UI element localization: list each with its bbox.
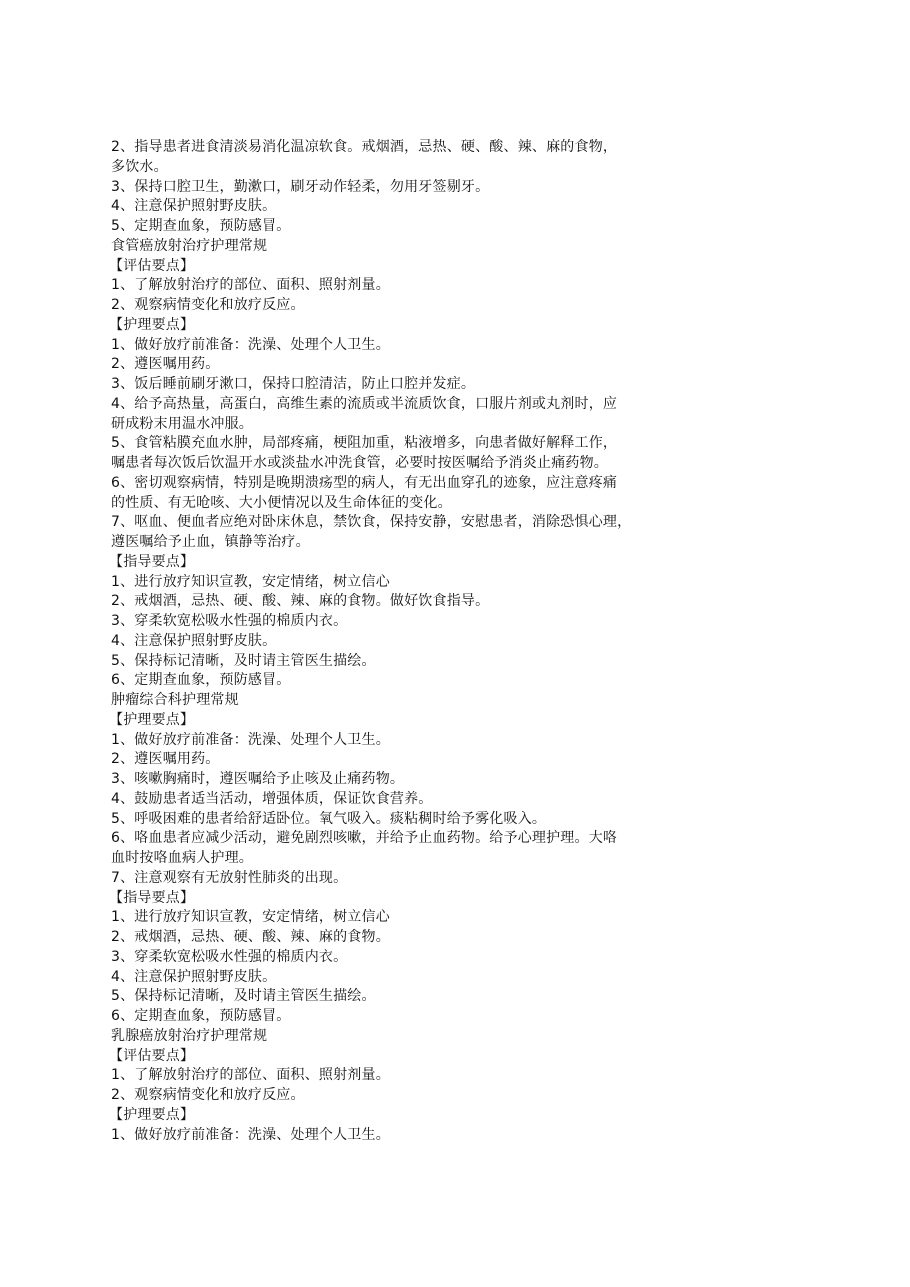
list-item-line: 5、食管粘膜充血水肿，局部疼痛，梗阻加重，粘液增多，向患者做好解释工作， (111, 435, 618, 452)
list-item-line: 1、进行放疗知识宣教，安定情绪，树立信心 (111, 909, 390, 926)
list-item-line: 4、鼓励患者适当活动，增强体质，保证饮食营养。 (111, 790, 433, 807)
document-body (111, 138, 711, 1145)
subsection-heading: 【护理要点】 (109, 1106, 195, 1123)
list-item-line: 的性质、有无呛咳、大小便情况以及生命体征的变化。 (111, 494, 452, 511)
list-item-line: 6、定期查血象，预防感冒。 (111, 1008, 291, 1024)
list-item-line: 血时按咯血病人护理。 (111, 850, 253, 866)
subsection-heading: 【指导要点】 (109, 553, 195, 570)
list-item-line: 6、密切观察病情，特别是晚期溃疡型的病人，有无出血穿孔的迹象，应注意疼痛 (111, 474, 618, 491)
list-item-line: 1、进行放疗知识宣教，安定情绪，树立信心 (111, 573, 390, 590)
section-title: 乳腺癌放射治疗护理常规 (111, 1027, 268, 1044)
list-item-line: 1、做好放疗前准备：洗澡、处理个人卫生。 (111, 336, 390, 353)
subsection-heading: 【评估要点】 (109, 1047, 195, 1064)
list-item-line: 4、注意保护照射野皮肤。 (111, 198, 277, 215)
subsection-heading: 【评估要点】 (109, 257, 195, 274)
list-item-line: 1、了解放射治疗的部位、面积、照射剂量。 (111, 277, 390, 294)
list-item-line: 1、做好放疗前准备：洗澡、处理个人卫生。 (111, 1126, 390, 1143)
list-item-line: 2、指导患者进食清淡易消化温凉软食。戒烟酒，忌热、硬、酸、辣、麻的食物， (111, 139, 618, 155)
list-item-line: 5、保持标记清晰，及时请主管医生描绘。 (111, 988, 376, 1005)
list-item-line: 多饮水。 (111, 158, 168, 175)
list-item-line: 5、定期查血象，预防感冒。 (111, 218, 291, 234)
list-item-line: 3、穿柔软宽松吸水性强的棉质内衣。 (111, 613, 348, 629)
list-item-line: 3、穿柔软宽松吸水性强的棉质内衣。 (111, 948, 348, 965)
list-item-line: 2、戒烟酒，忌热、硬、酸、辣、麻的食物。 (111, 929, 390, 945)
list-item-line: 4、注意保护照射野皮肤。 (111, 968, 277, 985)
list-item-line: 2、遵医嘱用药。 (111, 751, 220, 768)
list-item-line: 1、了解放射治疗的部位、面积、照射剂量。 (111, 1067, 390, 1084)
list-item-line: 3、咳嗽胸痛时，遵医嘱给予止咳及止痛药物。 (111, 771, 405, 787)
list-item-line: 1、做好放疗前准备：洗澡、处理个人卫生。 (111, 731, 390, 748)
list-item-line: 4、注意保护照射野皮肤。 (111, 632, 277, 649)
list-item-line: 7、注意观察有无放射性肺炎的出现。 (111, 869, 348, 886)
subsection-heading: 【护理要点】 (109, 316, 195, 333)
section-title: 食管癌放射治疗护理常规 (111, 237, 268, 254)
section-title: 肿瘤综合科护理常规 (111, 692, 239, 708)
subsection-heading: 【指导要点】 (109, 889, 195, 906)
list-item-line: 5、保持标记清晰，及时请主管医生描绘。 (111, 652, 376, 669)
list-item-line: 2、遵医嘱用药。 (111, 356, 220, 373)
list-item-line: 7、呕血、便血者应绝对卧床休息，禁饮食，保持安静，安慰患者，消除恐惧心理， (111, 514, 632, 531)
list-item-line: 嘱患者每次饭后饮温开水或淡盐水冲洗食管，必要时按医嘱给予消炎止痛药物。 (111, 455, 608, 471)
list-item-line: 5、呼吸困难的患者给舒适卧位。氧气吸入。痰粘稠时给予雾化吸入。 (111, 810, 547, 827)
list-item-line: 2、观察病情变化和放疗反应。 (111, 297, 305, 313)
list-item-line: 4、给予高热量，高蛋白，高维生素的流质或半流质饮食，口服片剂或丸剂时，应 (111, 395, 618, 412)
list-item-line: 2、戒烟酒，忌热、硬、酸、辣、麻的食物。做好饮食指导。 (111, 593, 490, 610)
subsection-heading: 【护理要点】 (109, 711, 195, 728)
list-item-line: 2、观察病情变化和放疗反应。 (111, 1087, 305, 1103)
list-item-line: 遵医嘱给予止血，镇静等治疗。 (111, 534, 310, 550)
list-item-line: 研成粉末用温水冲服。 (111, 415, 253, 432)
list-item-line: 6、咯血患者应减少活动，避免剧烈咳嗽，并给予止血药物。给予心理护理。大咯 (111, 830, 618, 847)
list-item-line: 3、保持口腔卫生，勤漱口，刷牙动作轻柔，勿用牙签剔牙。 (111, 178, 490, 195)
list-item-line: 6、定期查血象，预防感冒。 (111, 672, 291, 689)
list-item-line: 3、饭后睡前刷牙漱口，保持口腔清洁，防止口腔并发症。 (111, 376, 476, 392)
